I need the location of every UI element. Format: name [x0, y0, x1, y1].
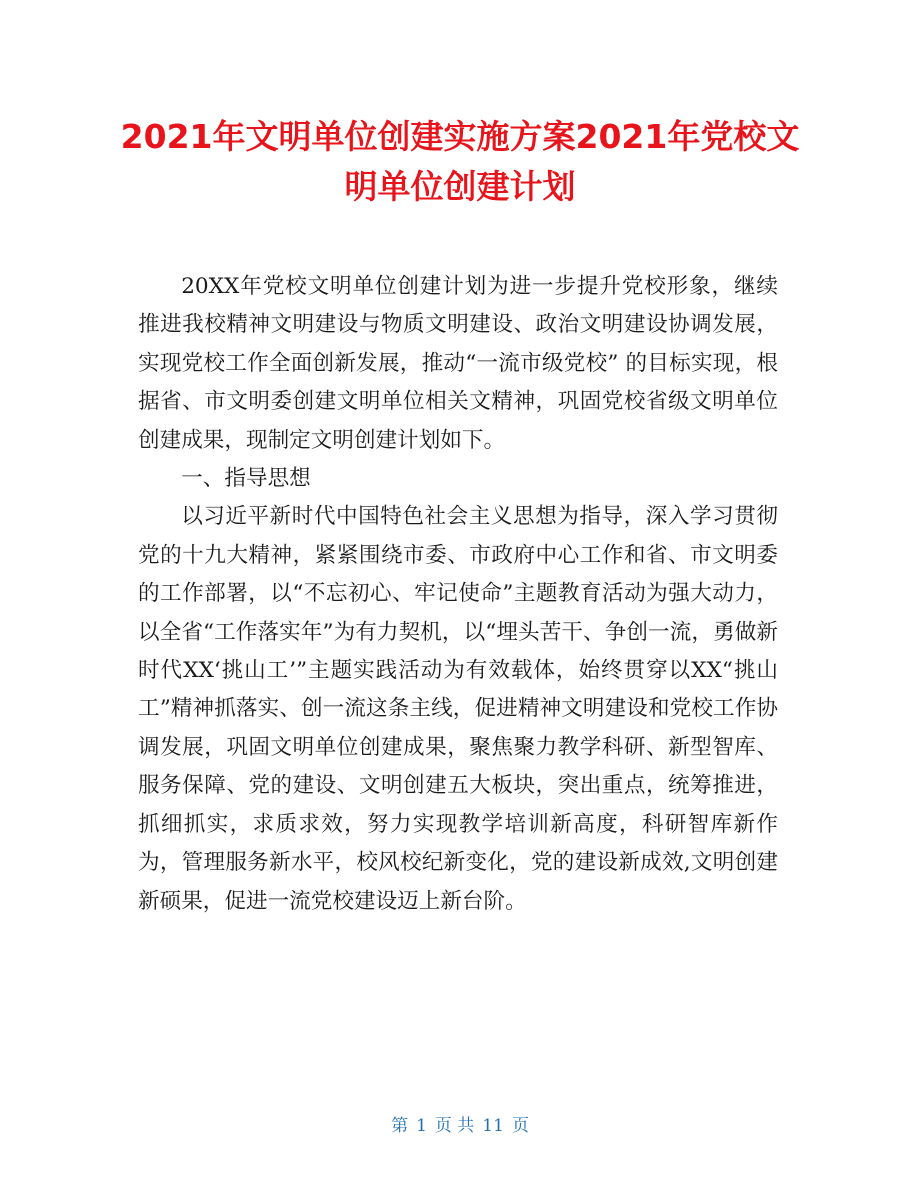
footer-current-page: 1: [416, 1116, 427, 1136]
footer-middle: 页 共: [434, 1116, 475, 1136]
page-footer: [0, 1114, 920, 1138]
footer-suffix: 页: [511, 1116, 529, 1136]
intro-paragraph: 20XX年党校文明单位创建计划为进一步提升党校形象，继续推进我校精神文明建设与物质文明建设、政治文明建设协调发展，实现党校工作全面创新发展，推动“一流市级党校” 的目标实现，根据省、市文明委创建文明单位相关文精神，巩固党校省级文明单位创建成果，现制定文明创建计划如下。: [138, 274, 778, 453]
document-title: [120, 112, 800, 212]
footer-prefix: 第: [391, 1116, 409, 1136]
guiding-ideology-paragraph: 以习近平新时代中国特色社会主义思想为指导，深入学习贯彻党的十九大精神，紧紧围绕市委、市政府中心工作和省、市文明委的工作部署，以“不忘初心、牢记使命”主题教育活动为强大动力，以全省“工作落实年”为有力契机，以“埋头苦干、争创一流，勇做新时代XX‘挑山工’”主题实践活动为有效载体，始终贯穿以XX“挑山工”精神抓落实、创一流这条主线，促进精神文明建设和党校工作协调发展，巩固文明单位创建成果，聚焦聚力教学科研、新型智库、服务保障、党的建设、文明创建五大板块，突出重点，统筹推进，抓细抓实，求质求效，努力实现教学培训新高度，科研智库新作为，管理服务新水平，校风校纪新变化，党的建设新成效,文明创建新硕果，促进一流党校建设迈上新台阶。: [138, 504, 778, 914]
section-heading-guiding-ideology: 一、指导思想: [181, 466, 311, 492]
document-body: [138, 268, 778, 921]
title-line-2: 明单位创建计划: [344, 167, 576, 206]
title-line-1: 2021年文明单位创建实施方案2021年党校文: [120, 117, 800, 156]
footer-total-pages: 11: [482, 1116, 504, 1136]
